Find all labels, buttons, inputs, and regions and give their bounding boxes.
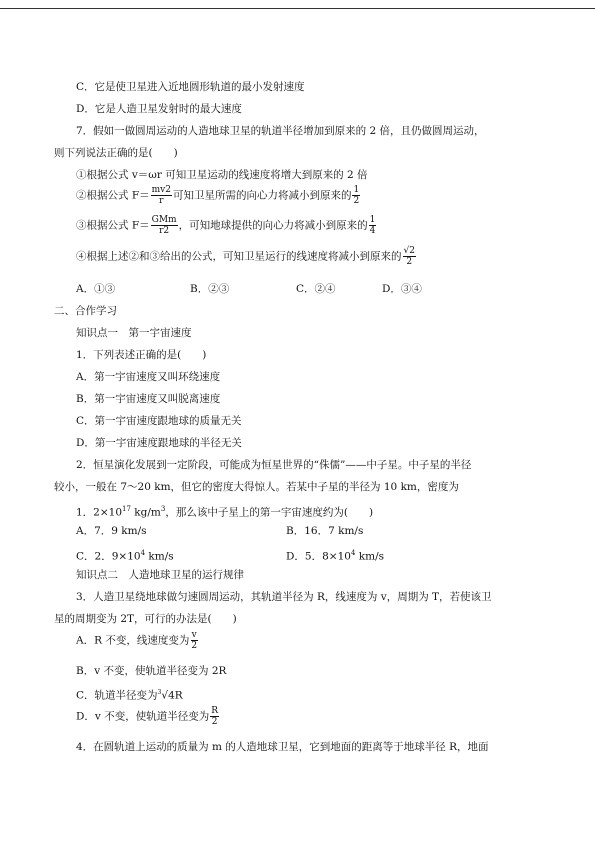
kp1-q2-option-b: B．16．7 km/s [286,525,364,537]
kp1-q1-option-a: A．第一宇宙速度又叫环绕速度 [76,371,221,383]
fraction: $\frac{v}{2}$ [191,630,198,651]
header-rule [0,8,595,9]
kp2-q3-line2: 星的周期变为 2T，可行的办法是( ) [54,613,237,625]
q6-option-d: D．它是人造卫星发射时的最大速度 [76,103,242,115]
kp2-q3-option-c: C．轨道半径变为$^3$√4R [76,689,183,702]
kp2-q3-line1: 3．人造卫星绕地球做匀速圆周运动，其轨道半径为 R，线速度为 v，周期为 T，若使该卫 [76,591,492,603]
kp1-q2-line1: 2．恒星演化发展到一定阶段，可能成为恒星世界的“侏儒”——中子星。中子星的半径 [76,459,472,471]
q7-option-d: D．③④ [382,283,422,295]
section-heading: 二、合作学习 [54,305,117,317]
fraction: $\frac{√2}{2}$ [403,246,415,267]
fraction: $\frac{\text{GMm}}{r2}$ [151,215,177,236]
q7-statement-3: ③根据公式 F＝ $\frac{\text{GMm}}{r2}$ ，可知地球提供的向心力将减小到原来的 $\frac{1}{4}$ [76,215,376,236]
q7-statement-1: ①根据公式 v＝ωr 可知卫星运动的线速度将增大到原来的 2 倍 [76,169,368,181]
kp1-q2-option-d: D．5．$8\times 10^4$ km/s [286,549,385,563]
fraction: $\frac{mv2}{r}$ [151,185,171,206]
kp1-q1-option-b: B．第一宇宙速度又叫脱离速度 [76,393,221,405]
q7-statement-4: ④根据上述②和③给出的公式，可知卫星运行的线速度将减小到原来的 $\frac{√2}{2}$ [76,246,415,267]
kp2-q3-option-a: A．R 不变，线速度变为 $\frac{v}{2}$ [76,630,198,651]
kp1-q1-option-c: C．第一宇宙速度跟地球的质量无关 [76,415,242,427]
q7-option-b: B．②③ [190,283,230,295]
kp1-q1-option-d: D．第一宇宙速度跟地球的半径无关 [76,437,242,449]
fraction: $\frac{1}{4}$ [369,215,376,236]
kp1-q2-option-a: A．7．9 km/s [76,525,147,537]
kp1-q2-option-c: C．2．$9\times 10^4$ km/s [76,549,174,563]
kp2-title: 知识点二 人造地球卫星的运行规律 [76,569,244,581]
kp2-q3-option-d: D．v 不变，使轨道半径变为 $\frac{R}{2}$ [76,706,218,727]
q7-stem-line2: 则下列说法正确的是( ) [54,147,178,159]
kp1-title: 知识点一 第一宇宙速度 [76,327,192,339]
fraction: $\frac{R}{2}$ [211,706,218,727]
q6-option-c: C．它是使卫星进入近地圆形轨道的最小发射速度 [76,81,305,93]
q7-option-c: C．②④ [296,283,336,295]
kp1-q1-stem: 1．下列表述正确的是( ) [76,349,207,361]
kp2-q4-line1: 4．在圆轨道上运动的质量为 m 的人造地球卫星，它到地面的距离等于地球半径 R，地面 [76,741,489,753]
kp1-q2-line2: 较小，一般在 7～20 km，但它的密度大得惊人。若某中子星的半径为 10 km，密度为 [54,481,459,493]
q7-option-a: A．①③ [76,283,116,295]
q7-stem-line1: 7．假如一做圆周运动的人造地球卫星的轨道半径增加到原来的 2 倍，且仍做圆周运动， [76,125,485,137]
kp2-q3-option-b: B．v 不变，使轨道半径变为 2R [76,665,227,677]
fraction: $\frac{1}{2}$ [353,185,360,206]
q7-statement-2: ②根据公式 F＝ $\frac{mv2}{r}$ 可知卫星所需的向心力将减小到原来的 $\frac{1}{2}$ [76,185,360,206]
kp1-q2-line3: 1．$2\times 10^{17}$ $kg/m^3$，那么该中子星上的第一宇宙速度约为( ) [76,505,374,519]
